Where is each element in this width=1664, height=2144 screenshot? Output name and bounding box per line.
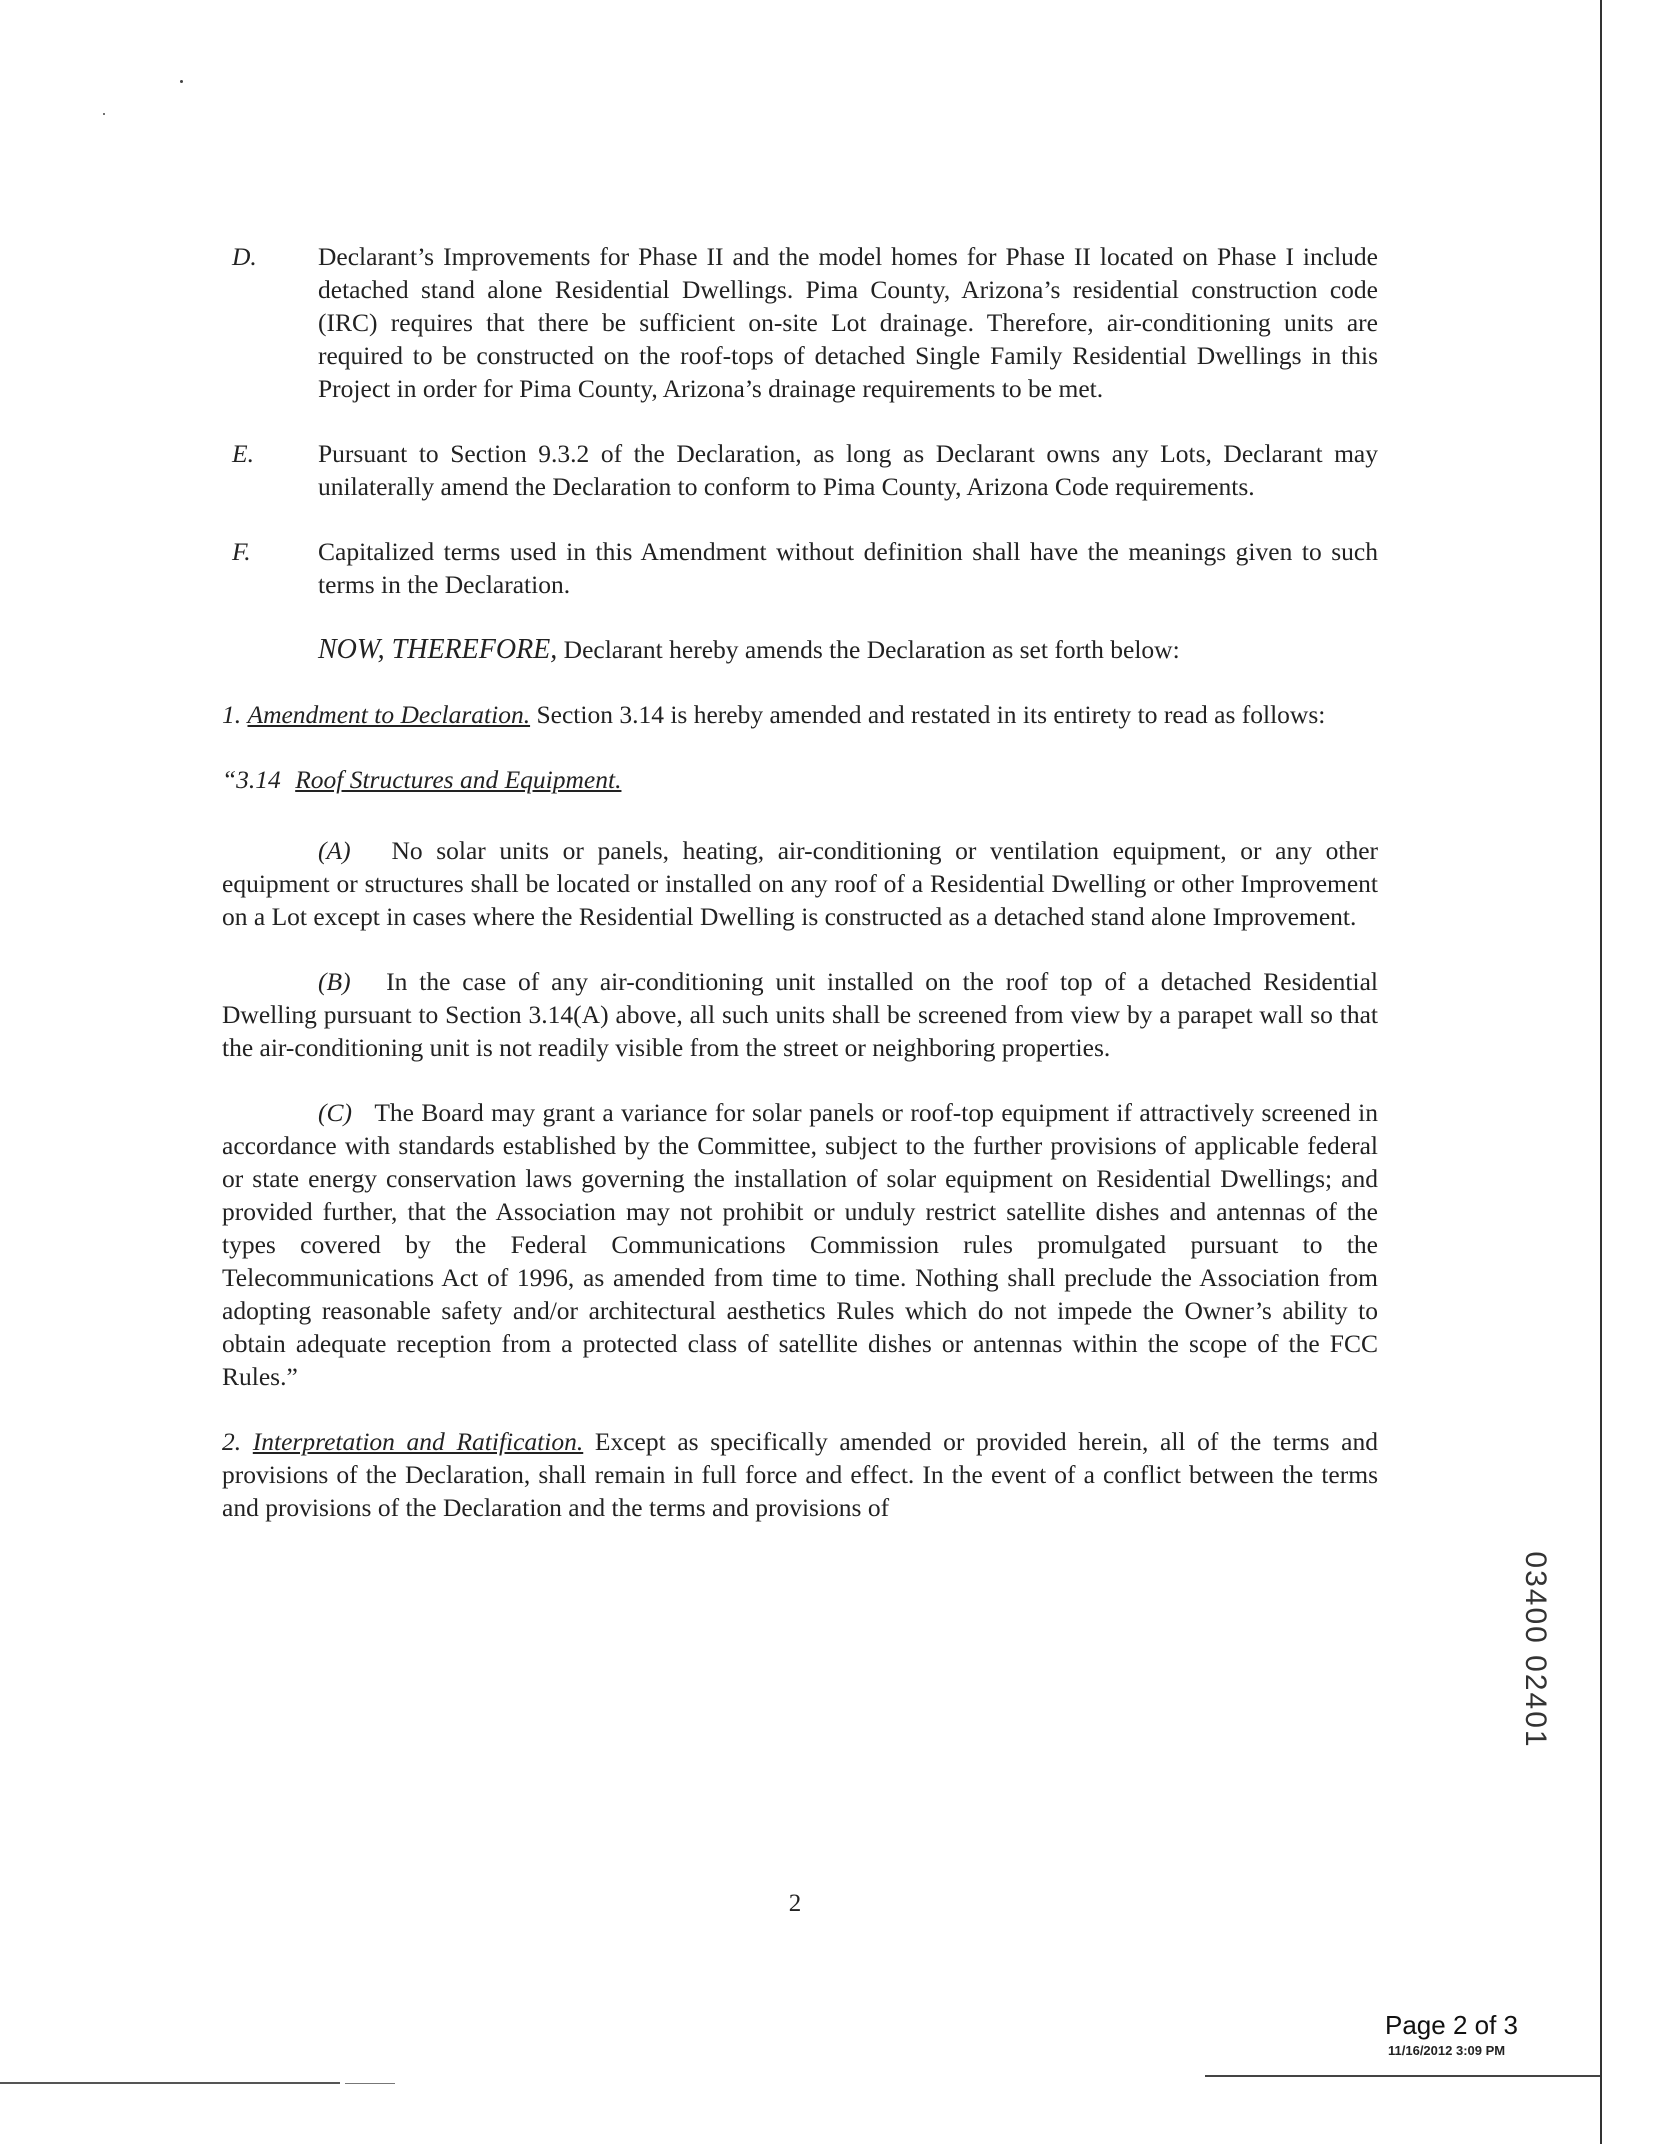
section-1-title: Amendment to Declaration. xyxy=(247,700,531,729)
clause-label: (B) xyxy=(318,967,351,996)
bottom-rule xyxy=(0,2082,340,2084)
section-2-title: Interpretation and Ratification. xyxy=(252,1427,584,1456)
recital-text: Pursuant to Section 9.3.2 of the Declaration, as long as Declarant owns any Lots, Declarant may unilaterally amend the Declaration to conform to Pima County, Arizona Code requirements. xyxy=(318,439,1378,501)
clause-a xyxy=(222,834,1378,933)
scan-speck xyxy=(103,113,105,115)
section-1 xyxy=(222,698,1378,731)
section-1-text: Section 3.14 is hereby amended and restated in its entirety to read as follows: xyxy=(530,700,1326,729)
clause-c xyxy=(222,1096,1378,1393)
recital-text: Capitalized terms used in this Amendment without definition shall have the meanings given to such terms in the Declaration. xyxy=(318,537,1378,599)
bottom-rule xyxy=(1205,2075,1600,2077)
section-1-number: 1. xyxy=(222,700,242,729)
now-therefore-lead: NOW, THEREFORE, xyxy=(318,634,558,665)
section-2 xyxy=(222,1425,1378,1524)
page-number: 2 xyxy=(788,1890,802,1917)
clause-text: No solar units or panels, heating, air-conditioning or ventilation equipment, or any other equipment or structures shall be located or installed on any roof of a Residential Dwelling or other Improvement on a Lot except in cases where the Residential Dwelling is constructed as a detached stand alone Improvement. xyxy=(222,836,1378,931)
recording-number-text: 03400 02401 xyxy=(1519,1551,1552,1749)
now-therefore-paragraph xyxy=(222,633,1378,666)
recital-letter: E. xyxy=(232,439,254,468)
recital-letter: F. xyxy=(232,537,251,566)
subsection-number: “3.14 xyxy=(222,765,281,794)
section-2-text: Except as specifically amended or provided herein, all of the terms and provisions of the Declaration, shall remain in full force and effect. In the event of a conflict between the terms and provisions of the Declaration and the terms and provisions of xyxy=(222,1427,1378,1522)
footer-page-label: Page 2 of 3 xyxy=(1385,2010,1518,2040)
recording-number-stamp xyxy=(1500,1525,1570,1775)
recital-text: Declarant’s Improvements for Phase II and the model homes for Phase II located on Phase I include detached stand alone Residential Dwellings. Pima County, Arizona’s residential construction code (IRC) requires that there be sufficient on-site Lot drainage. Therefore, air-conditioning units are required to be constructed on the roof-tops of detached Single Family Residential Dwellings in this Project in order for Pima County, Arizona’s drainage requirements to be met. xyxy=(318,242,1378,403)
now-therefore-text: Declarant hereby amends the Declaration as set forth below: xyxy=(557,635,1180,664)
recital-f xyxy=(222,535,1378,601)
bottom-rule xyxy=(345,2083,395,2084)
scan-edge-line xyxy=(1600,0,1602,2144)
recital-letter: D. xyxy=(232,242,257,271)
clause-b xyxy=(222,965,1378,1064)
document-body xyxy=(222,240,1378,1524)
recital-e xyxy=(222,437,1378,503)
subsection-heading xyxy=(222,763,1378,796)
recital-d xyxy=(222,240,1378,405)
clause-label: (C) xyxy=(318,1098,352,1127)
subsection-title: Roof Structures and Equipment. xyxy=(295,765,622,794)
scan-speck xyxy=(180,80,183,83)
clause-text: The Board may grant a variance for solar panels or roof-top equipment if attractively screened in accordance with standards established by the Committee, subject to the further provisions of applicable federal or state energy conservation laws governing the installation of solar equipment on Residential Dwellings; and provided further, that the Association may not prohibit or unduly restrict satellite dishes and antennas of the types covered by the Federal Communications Commission rules promulgated pursuant to the Telecommunications Act of 1996, as amended from time to time. Nothing shall preclude the Association from adopting reasonable safety and/or architectural aesthetics Rules which do not impede the Owner’s ability to obtain adequate reception from a protected class of satellite dishes or antennas within the scope of the FCC Rules.” xyxy=(222,1098,1379,1391)
section-2-number: 2. xyxy=(222,1427,242,1456)
footer-timestamp: 11/16/2012 3:09 PM xyxy=(1388,2043,1506,2058)
clause-label: (A) xyxy=(318,836,351,865)
clause-text: In the case of any air-conditioning unit installed on the roof top of a detached Residential Dwelling pursuant to Section 3.14(A) above, all such units shall be screened from view by a parapet wall so that the air-conditioning unit is not readily visible from the street or neighboring properties. xyxy=(222,967,1379,1062)
